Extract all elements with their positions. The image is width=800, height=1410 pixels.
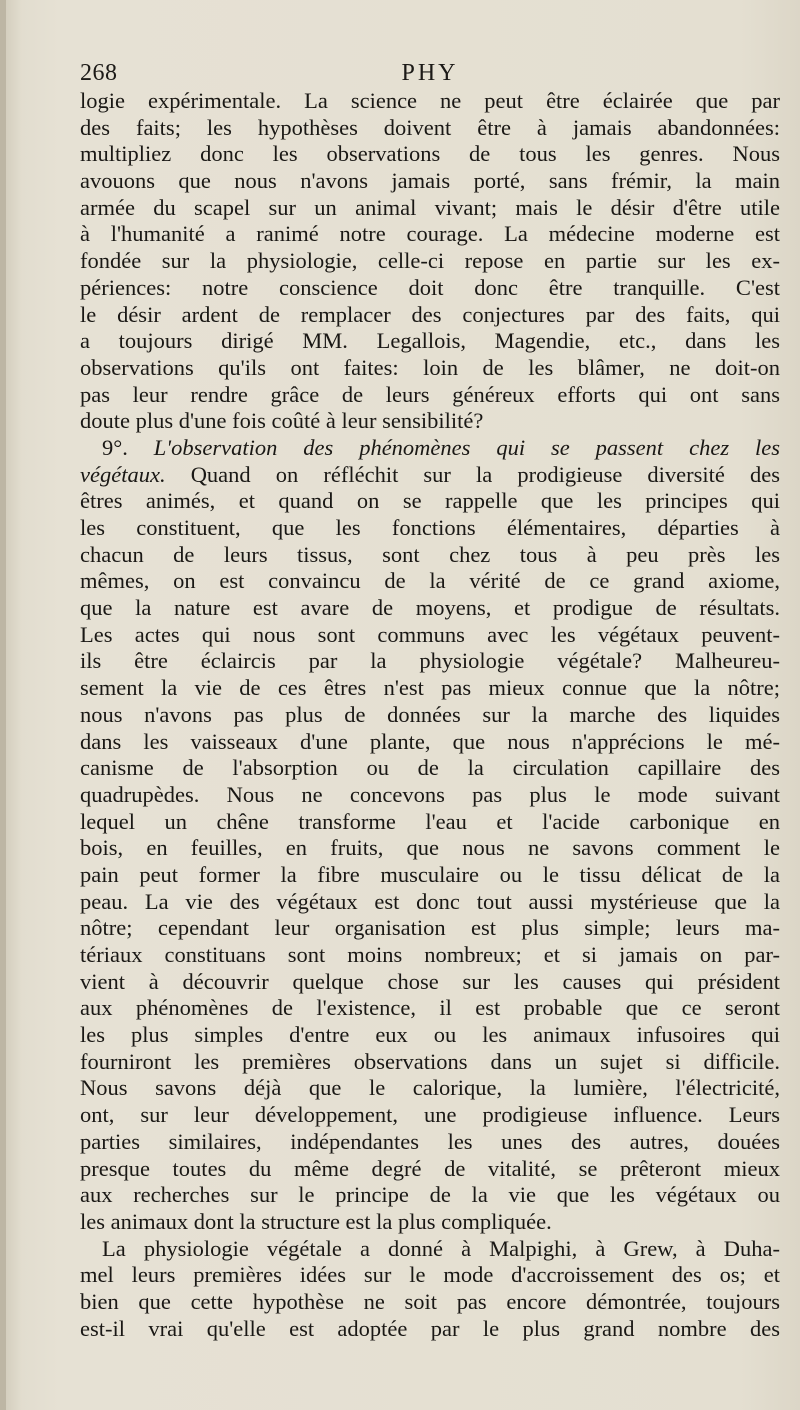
text-line: aux recherches sur le principe de la vie que les végétaux ou — [80, 1182, 780, 1208]
text-line: canisme de l'absorption ou de la circulation capillaire des — [80, 755, 780, 781]
text-line: Les actes qui nous sont communs avec les végétaux peuvent- — [80, 621, 780, 647]
text-line: fondée sur la physiologie, celle-ci repose en partie sur les ex- — [80, 248, 780, 274]
page-number: 268 — [80, 60, 118, 86]
text-line: pain peut former la fibre musculaire ou le tissu délicat de la — [80, 861, 780, 887]
text-line: parties similaires, indépendantes les unes des autres, douées — [80, 1128, 780, 1154]
paragraph-section-9 — [80, 435, 780, 1236]
text-line: quadrupèdes. Nous ne concevons pas plus le mode suivant — [80, 781, 780, 807]
text-line: mêmes, on est convaincu de la vérité de ce grand axiome, — [80, 568, 780, 594]
text-line: le désir ardent de remplacer des conjectures par des faits, qui — [80, 301, 780, 327]
text-line: armée du scapel sur un animal vivant; mais le désir d'être utile — [80, 194, 780, 220]
text-line: logie expérimentale. La science ne peut être éclairée que par — [80, 88, 780, 113]
text-line: a toujours dirigé MM. Legallois, Magendie, etc., dans les — [80, 328, 780, 354]
body-text — [80, 88, 780, 1342]
text-line: presque toutes du même degré de vitalité, se prêteront mieux — [80, 1155, 780, 1181]
text-line: bien que cette hypothèse ne soit pas encore démontrée, toujours — [80, 1288, 780, 1314]
text-line: La physiologie végétale a donné à Malpighi, à Grew, à Duha- — [102, 1235, 780, 1261]
section-number: 9°. — [102, 434, 128, 460]
text-line: les animaux dont la structure est la plus compliquée. — [80, 1208, 552, 1234]
text-line: les plus simples d'entre eux ou les animaux infusoires qui — [80, 1022, 780, 1048]
section-heading-line — [80, 435, 780, 462]
text-line: observations qu'ils ont faites: loin de les blâmer, ne doit-on — [80, 354, 780, 380]
running-head: PHY — [401, 60, 459, 86]
text-line: Nous savons déjà que le calorique, la lumière, l'électricité, — [80, 1075, 780, 1101]
text-line: mel leurs premières idées sur le mode d'accroissement des os; et — [80, 1262, 780, 1288]
text-line: fourniront les premières observations dans un sujet si difficile. — [80, 1048, 780, 1074]
text-line: à l'humanité a ranimé notre courage. La médecine moderne est — [80, 221, 780, 247]
text-line: pas leur rendre grâce de leurs généreux efforts qui ont sans — [80, 381, 780, 407]
text-line: aux phénomènes de l'existence, il est probable que ce seront — [80, 995, 780, 1021]
text-line: avouons que nous n'avons jamais porté, sans frémir, la main — [80, 168, 780, 194]
text-line: ont, sur leur développement, une prodigieuse influence. Leurs — [80, 1102, 780, 1128]
text-line: sement la vie de ces êtres n'est pas mieux connue que la nôtre; — [80, 675, 780, 701]
text-line: peau. La vie des végétaux est donc tout aussi mystérieuse que la — [80, 888, 780, 914]
paragraph-continuation — [80, 88, 780, 435]
text-line: êtres animés, et quand on se rappelle que les principes qui — [80, 488, 780, 514]
section-title-cont: végétaux. — [80, 461, 166, 487]
text-line: périences: notre conscience doit donc être tranquille. C'est — [80, 274, 780, 300]
text-line: nôtre; cependant leur organisation est plus simple; leurs ma- — [80, 915, 780, 941]
section-heading-line-cont — [80, 462, 780, 489]
paragraph — [80, 1236, 780, 1343]
page-gutter — [0, 0, 6, 1410]
text-line: dans les vaisseaux d'une plante, que nous n'apprécions le mé- — [80, 728, 780, 754]
text-line: lequel un chêne transforme l'eau et l'acide carbonique en — [80, 808, 780, 834]
text-line: vient à découvrir quelque chose sur les causes qui président — [80, 968, 780, 994]
section-title: L'observation des phénomènes qui se passent chez les — [153, 434, 780, 460]
text-line: des faits; les hypothèses doivent être à jamais abandonnées: — [80, 114, 780, 140]
text-line: nous n'avons pas plus de données sur la marche des liquides — [80, 701, 780, 727]
text-line: est-il vrai qu'elle est adoptée par le plus grand nombre des — [80, 1315, 780, 1341]
text-line: chacun de leurs tissus, sont chez tous à peu près les — [80, 541, 780, 567]
text-line: multipliez donc les observations de tous les genres. Nous — [80, 141, 780, 167]
text-line: tériaux constituans sont moins nombreux; et si jamais on par- — [80, 942, 780, 967]
text-line: ils être éclaircis par la physiologie végétale? Malheureu- — [80, 648, 780, 674]
text-line: bois, en feuilles, en fruits, que nous ne savons comment le — [80, 835, 780, 861]
text-run: Quand on réfléchit sur la prodigieuse diversité des — [190, 461, 780, 487]
text-line: doute plus d'une fois coûté à leur sensibilité? — [80, 408, 484, 434]
text-line: les constituent, que les fonctions élémentaires, départies à — [80, 515, 780, 540]
text-line: que la nature est avare de moyens, et prodigue de résultats. — [80, 595, 780, 621]
